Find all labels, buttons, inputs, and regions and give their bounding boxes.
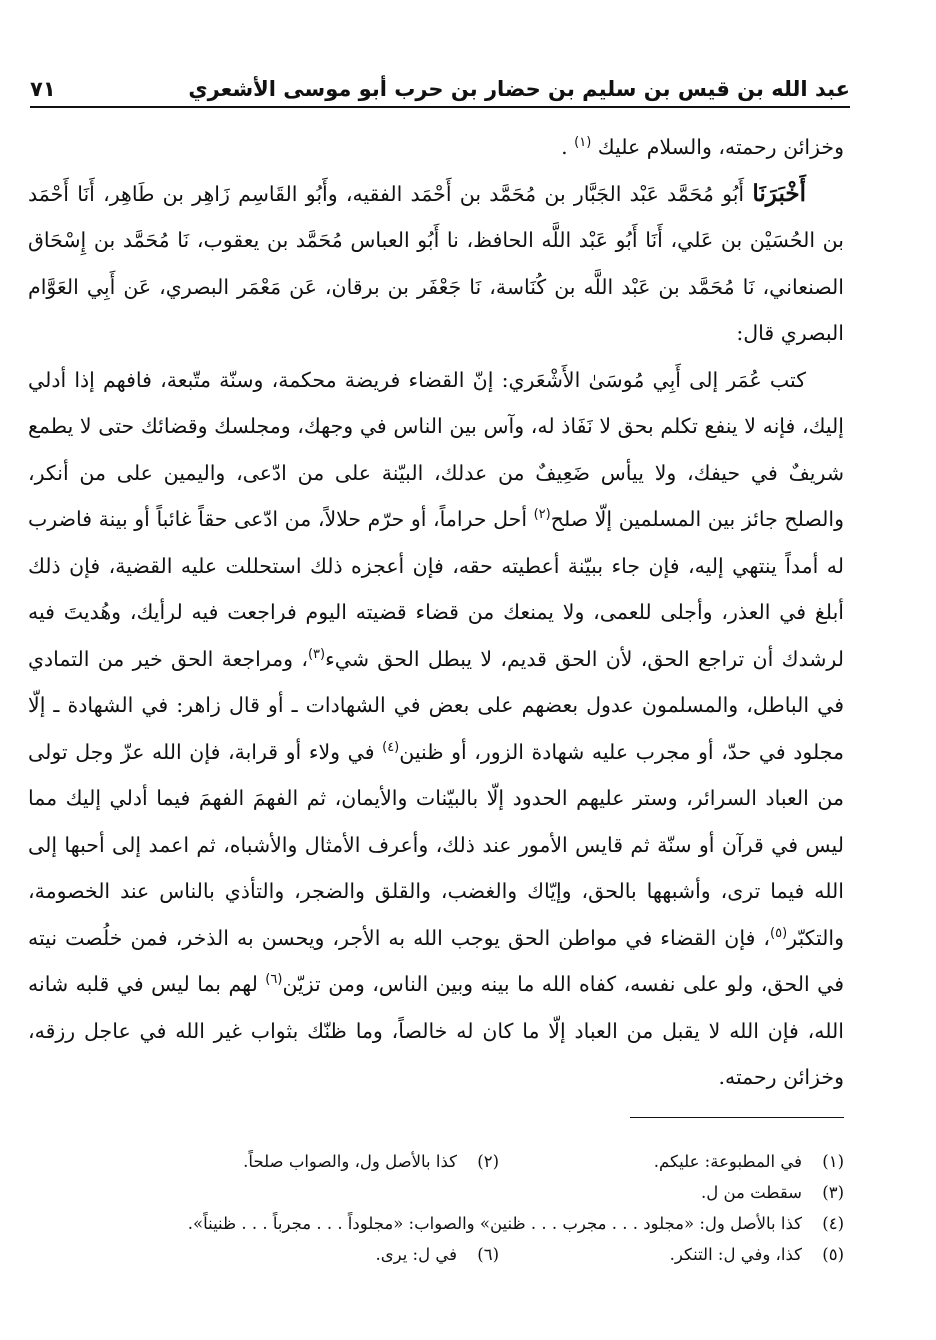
footnote-number: (٦) — [477, 1245, 499, 1264]
letter-text-4: في ولاء أو قرابة، فإن الله عزّ وجل تولى من العباد السرائر، وستر عليهم الحدود إلّا بالبيّنات والأيمان، ثم الفهمَ الفهمَ فيما أدلي إليك مما ليس في قرآن أو سنّة ثم قايس الأمور عند ذلك، وأعرف الأمثال والأشباه، ثم اعمد إلى أحبها إلى الله فيما ترى، وأشبهها بالحق، وإيّاك والغضب، والقلق والضجر، والتأذي بالناس عند الخصومة، والتكبّر — [28, 739, 844, 950]
footnote-row — [28, 1208, 844, 1239]
footnote-marker: (٢) — [533, 507, 551, 522]
footnote-5 — [499, 1239, 844, 1270]
letter-text-1: كتب عُمَر إلى أَبِي مُوسَىٰ الأَشْعَري: إنّ القضاء فريضة محكمة، وسنّة متّبعة، فافهم إذا أدلي إليك، فإنه لا ينفع تكلم بحق لا نَفَاذ له، وآس بين الناس في وجهك، ومجلسك وقضائك حتى لا يطمع شريفٌ في حيفك، ولا ييأس ضَعِيفٌ من عدلك، البيّنة على من ادّعى، واليمين على من أنكر، والصلح جائز بين المسلمين إلّا صلح — [28, 367, 844, 531]
footnote-4 — [188, 1208, 844, 1239]
footnote-text: في المطبوعة: عليكم. — [653, 1152, 802, 1171]
paragraph-isnad — [28, 171, 844, 357]
isnad-lead-word: أَخْبَرَنَا — [752, 179, 806, 207]
letter-text-2: أحل حراماً، أو حرّم حلالاً، من ادّعى حقاً غائباً أو بينة فاضرب له أمداً ينتهي إليه، فإن جاء ببيّنة أعطيته حقه، فإن أعجزه ذلك استحللت عليه القضية، فإن ذلك أبلغ في العذر، وأجلى للعمى، ولا يمنعك من قضاء قضيته اليوم فراجعت فيه لرأيك، وهُديتَ فيه لرشدك أن تراجع الحق، لأن الحق قديم، لا يبطل الحق شيء — [28, 507, 844, 671]
footnote-marker: (٤) — [382, 739, 400, 755]
letter-text-5: ، فإن القضاء في مواطن الحق يوجب الله به الأجر، ويحسن به الذخر، فمن خلُصت نيته في الحق، ولو على نفسه، كفاه الله ما بينه وبين الناس، ومن تزيّن — [28, 925, 845, 996]
footnote-1 — [499, 1146, 844, 1177]
footnote-3 — [701, 1177, 844, 1208]
letter-text-3: ، ومراجعة الحق خير من التمادي في الباطل، والمسلمون عدول بعضهم على بعض في الشهادات ـ أو قال زاهر: في الشهادة ـ إلّا مجلود في حدّ، أو مجرب عليه شهادة الزور، أو ظنين — [28, 646, 844, 764]
footnote-divider — [630, 1117, 844, 1118]
footnote-marker: (٦) — [265, 972, 283, 987]
page-header — [30, 60, 850, 104]
page-number: ٧١ — [30, 77, 56, 101]
footnote-number: (٤) — [822, 1214, 844, 1233]
footnote-row — [28, 1239, 844, 1270]
footnote-text: في ل: يرى. — [375, 1245, 457, 1264]
paragraph-end: . — [561, 135, 575, 159]
footnote-number: (٥) — [822, 1245, 844, 1264]
footnote-text: سقطت من ل. — [700, 1183, 802, 1202]
footnote-text: كذا بالأصل ول، والصواب صلحاً. — [243, 1152, 457, 1171]
footnotes — [28, 1146, 844, 1270]
footnote-marker: (٣) — [307, 646, 326, 662]
footnote-number: (٣) — [822, 1183, 844, 1202]
main-text — [28, 124, 844, 1101]
running-title: عبد الله بن قيس بن سليم بن حضار بن حرب أبو موسى الأشعري — [188, 77, 850, 101]
footnote-text: كذا بالأصل ول: «مجلود . . . مجرب . . . ظنين» والصواب: «مجلوداً . . . مجرباً . . . ظنيناً». — [187, 1214, 802, 1233]
header-divider — [30, 106, 850, 108]
footnote-number: (٢) — [477, 1152, 499, 1171]
letter-text-6: لهم بما ليس في قلبه شانه الله، فإن الله لا يقبل من العباد إلّا ما كان له خالصاً، وما ظنّك بثواب غير الله في عاجل رزقه، وخزائن رحمته. — [28, 972, 844, 1089]
footnote-text: كذا، وفي ل: التنكر. — [669, 1245, 802, 1264]
paragraph-closing — [28, 124, 844, 171]
footnote-row — [28, 1177, 844, 1208]
footnote-6 — [375, 1239, 499, 1270]
footnote-row — [28, 1146, 844, 1177]
footnote-marker: (١) — [574, 135, 592, 150]
paragraph-text: وخزائن رحمته، والسلام عليك — [597, 135, 844, 159]
paragraph-letter — [28, 357, 844, 1101]
footnote-marker: (٥) — [770, 925, 788, 941]
footnote-2 — [243, 1146, 499, 1177]
isnad-text: أَبُو مُحَمَّد عَبْد الجَبَّار بن مُحَمَّد بن أَحْمَد الفقيه، وأَبُو القَاسِم زَاهِر بن طَاهِر، أَنَا أَحْمَد بن الحُسَيْن بن عَلي، أَنَا أَبُو عَبْد اللَّه الحافظ، نا أَبُو العباس مُحَمَّد بن يعقوب، نَا مُحَمَّد بن إِسْحَاق الصنعاني، نَا مُحَمَّد بن عَبْد اللَّه بن كُنَاسة، نَا جَعْفَر بن برقان، عَن مَعْمَر البصري، عَن أَبِي العَوَّام البصري قال: — [28, 181, 844, 345]
footnote-number: (١) — [822, 1152, 844, 1171]
